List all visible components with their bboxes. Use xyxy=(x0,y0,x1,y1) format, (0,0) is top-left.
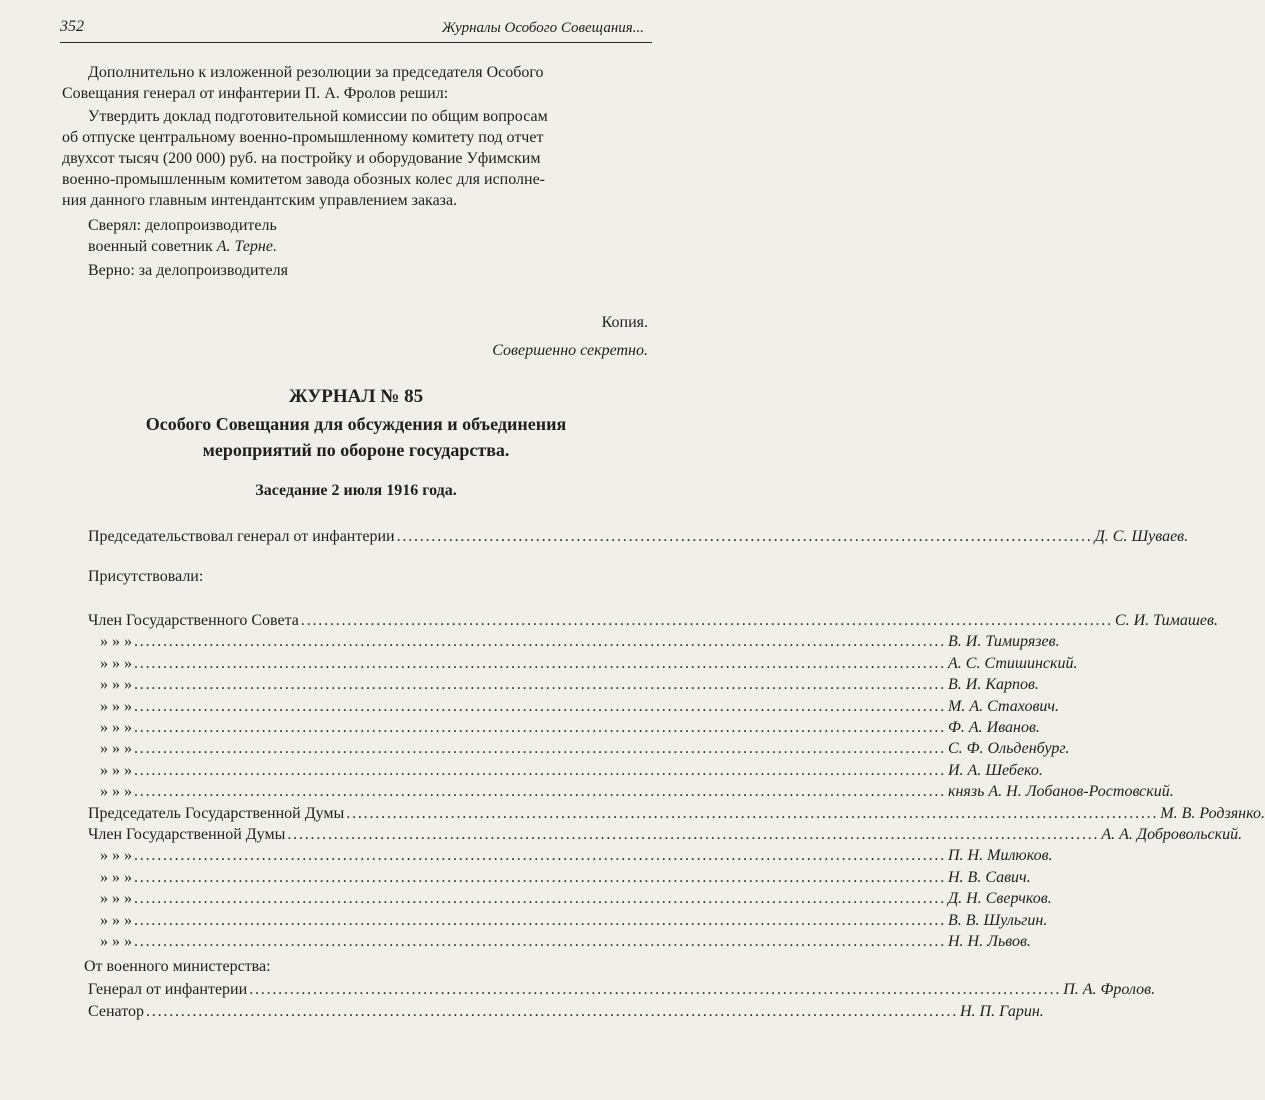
attendee-name: П. А. Фролов. xyxy=(1063,981,1156,998)
attendee-row xyxy=(88,980,1156,1000)
attendee-row xyxy=(88,611,1218,631)
attendee-row xyxy=(88,739,1070,759)
attendee-title: » » » xyxy=(100,633,132,651)
leader-dots: ............................................................................................................................................ xyxy=(134,697,946,715)
leader-dots: ............................................................................................................................................ xyxy=(134,719,946,736)
resolution-line-1: Дополнительно к изложенной резолюции за председателя Особого xyxy=(88,64,544,81)
attendee-title: Сенатор xyxy=(88,1002,144,1020)
attendee-name: С. И. Тимашев. xyxy=(1114,612,1218,629)
attendee-name: В. И. Тимирязев. xyxy=(948,633,1060,651)
verified-by: Верно: за делопроизводителя xyxy=(88,262,288,279)
decision-line-4: военно-промышленным комитетом завода обозных колес для исполне- xyxy=(62,171,546,188)
attendee-name: Ф. А. Иванов. xyxy=(948,719,1040,736)
chair-name: Д. С. Шуваев. xyxy=(1094,528,1189,545)
attendee-title: » » » xyxy=(100,911,132,929)
decision-line-5: ния данного главным интендантским управлением заказа. xyxy=(62,192,458,209)
page-number: 352 xyxy=(60,18,84,35)
page-header xyxy=(60,18,652,43)
attendee-title: Генерал от инфантерии xyxy=(88,981,248,998)
leader-dots: ............................................................................................................................................ xyxy=(134,783,946,801)
attendee-name: Н. П. Гарин. xyxy=(960,1002,1044,1020)
attendee-row xyxy=(88,632,1060,652)
attendee-row xyxy=(88,782,1174,802)
present-label: Присутствовали: xyxy=(88,568,204,585)
checker-name: А. Терне. xyxy=(216,238,277,255)
attendee-name: П. Н. Милюков. xyxy=(948,847,1053,865)
resolution-line-2: Совещания генерал от инфантерии П. А. Фролов решил: xyxy=(62,85,449,102)
attendee-title: Член Государственной Думы xyxy=(88,826,286,843)
leader-dots: ............................................................................................................................................ xyxy=(134,740,946,758)
attendee-title: » » » xyxy=(100,847,132,865)
attendee-row xyxy=(88,889,1052,909)
attendee-title: » » » xyxy=(100,868,132,886)
attendee-name: В. И. Карпов. xyxy=(948,676,1039,694)
attendee-name: В. В. Шульгин. xyxy=(948,911,1048,929)
attendee-row xyxy=(88,932,1031,952)
chair-row xyxy=(88,527,1189,547)
attendee-row xyxy=(88,804,1265,824)
attendee-name: князь А. Н. Лобанов-Ростовский. xyxy=(948,783,1174,801)
attendee-row xyxy=(88,825,1243,845)
attendee-row xyxy=(88,846,1053,866)
ministry-label: От военного министерства: xyxy=(84,958,271,975)
decision-line-1: Утвердить доклад подготовительной комиссии по общим вопросам xyxy=(88,108,548,125)
attendee-title: » » » xyxy=(100,654,132,672)
decision-line-3: двухсот тысяч (200 000) руб. на постройку и оборудование Уфимским xyxy=(62,150,541,167)
checked-by-name: военный советник А. Терне. xyxy=(88,238,277,255)
attendee-title: » » » xyxy=(100,933,132,950)
attendee-row xyxy=(88,718,1040,738)
attendee-row xyxy=(88,911,1048,931)
leader-dots: ............................................................................................................................................ xyxy=(134,761,946,779)
attendee-title: » » » xyxy=(100,719,132,736)
leader-dots: ............................................................................................................................................ xyxy=(134,633,946,651)
attendee-name: С. Ф. Ольденбург. xyxy=(948,740,1070,758)
leader-dots: ............................................................................................................................................ xyxy=(287,826,1100,843)
attendee-title: Председатель Государственной Думы xyxy=(88,804,345,822)
copy-mark: Копия. xyxy=(601,314,648,331)
attendee-name: Д. Н. Сверчков. xyxy=(948,890,1052,908)
attendee-name: М. В. Родзянко. xyxy=(1160,804,1265,822)
attendee-row xyxy=(88,761,1043,781)
attendee-title: » » » xyxy=(100,697,132,715)
leader-dots: ............................................................................................................................................ xyxy=(134,890,946,908)
attendee-name: Н. Н. Львов. xyxy=(948,933,1031,950)
leader-dots: ............................................................................................................................................ xyxy=(346,804,1159,822)
leader-dots: ............................................................................................................................................ xyxy=(134,868,946,886)
journal-subtitle-1: Особого Совещания для обсуждения и объединения xyxy=(145,414,567,434)
checked-by: Сверял: делопроизводитель xyxy=(88,217,277,234)
attendee-title: Член Государственного Совета xyxy=(88,612,299,629)
leader-dots: ............................................................................................................................................ xyxy=(134,911,946,929)
leader-dots: ............................................................................................................................................ xyxy=(134,676,946,694)
attendee-row xyxy=(88,868,1031,888)
running-title: Журналы Особого Совещания... xyxy=(441,20,644,36)
chair-label: Председательствовал генерал от инфантерии xyxy=(88,528,395,545)
attendee-name: А. С. Стишинский. xyxy=(948,654,1078,672)
attendee-row xyxy=(88,1002,1044,1022)
attendee-title: » » » xyxy=(100,740,132,758)
attendee-name: И. А. Шебеко. xyxy=(948,761,1043,779)
journal-title: ЖУРНАЛ № 85 xyxy=(288,386,424,407)
leader-dots: ............................................................................................................................................ xyxy=(134,933,946,950)
leader-dots: ............................................................................................................................................ xyxy=(146,1002,958,1020)
attendee-name: Н. В. Савич. xyxy=(948,868,1031,886)
attendee-row xyxy=(88,654,1078,674)
attendee-row xyxy=(88,697,1060,717)
attendee-row xyxy=(88,675,1039,695)
attendee-title: » » » xyxy=(100,676,132,694)
attendee-name: А. А. Добровольский. xyxy=(1101,826,1243,843)
attendee-title: » » » xyxy=(100,761,132,779)
journal-subtitle-2: мероприятий по обороне государства. xyxy=(202,440,510,460)
leader-dots: ........................................................................................................................ xyxy=(396,528,1093,545)
leader-dots: ............................................................................................................................................ xyxy=(134,847,946,865)
attendee-name: М. А. Стахович. xyxy=(948,697,1060,715)
decision-line-2: об отпуске центральному военно-промышленному комитету под отчет xyxy=(62,129,544,146)
leader-dots: ............................................................................................................................................ xyxy=(300,612,1113,629)
secret-mark: Совершенно секретно. xyxy=(492,342,648,359)
attendee-title: » » » xyxy=(100,783,132,801)
leader-dots: ............................................................................................................................................ xyxy=(249,981,1062,998)
attendee-title: » » » xyxy=(100,890,132,908)
session-date: Заседание 2 июля 1916 года. xyxy=(255,482,457,499)
leader-dots: ............................................................................................................................................ xyxy=(134,654,946,672)
